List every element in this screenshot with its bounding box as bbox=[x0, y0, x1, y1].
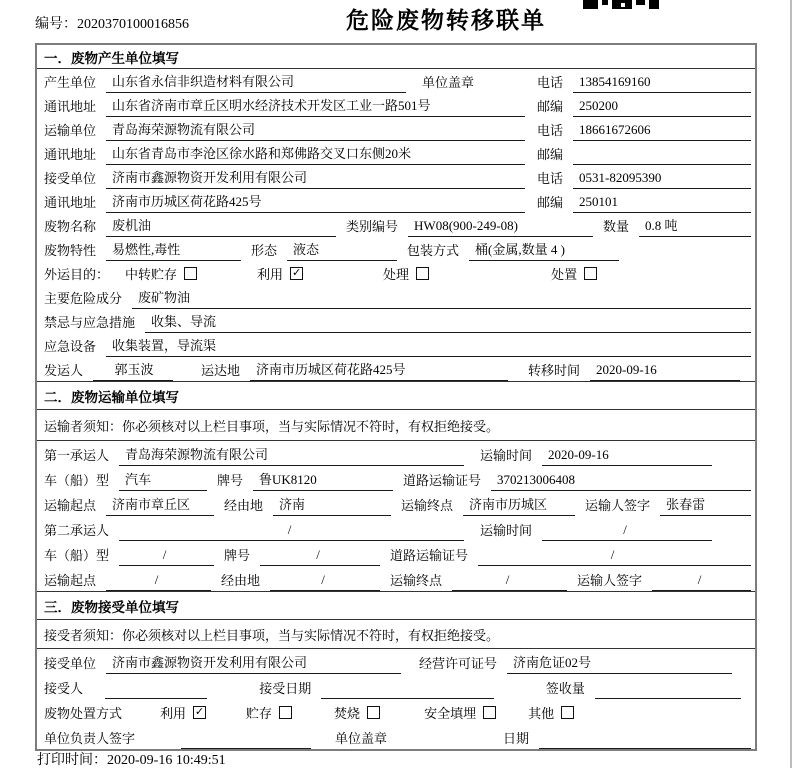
carrier-sign-label: 运输人签字 bbox=[585, 498, 651, 513]
destination-value: 济南市历城区荷花路425号 bbox=[250, 359, 508, 381]
responsible-sign-label: 单位负责人签字 bbox=[44, 731, 136, 746]
checkbox-icon bbox=[290, 267, 303, 280]
road-permit-value-2: / bbox=[478, 547, 751, 566]
packaging-value: 桶(金属,数量 4 ) bbox=[469, 239, 619, 261]
address-label: 通讯地址 bbox=[44, 99, 97, 114]
checkbox-label: 焚烧 bbox=[334, 706, 361, 721]
via-label: 经由地 bbox=[224, 498, 264, 513]
origin-value: 济南市章丘区 bbox=[106, 494, 214, 516]
checkbox-icon bbox=[483, 706, 496, 719]
accept-unit-value: 济南市鑫源物资开发利用有限公司 bbox=[106, 652, 401, 674]
origin-value-2: / bbox=[106, 572, 211, 591]
waste-name-value: 废机油 bbox=[106, 215, 336, 237]
plate-label: 牌号 bbox=[224, 548, 251, 563]
checkbox-store bbox=[246, 703, 292, 724]
seal-label: 单位盖章 bbox=[422, 75, 475, 90]
producer-phone-value: 13854169160 bbox=[573, 74, 751, 93]
destination-label: 运达地 bbox=[201, 363, 241, 378]
category-code-value: HW08(900-249-08) bbox=[408, 218, 593, 237]
producer-zip-value: 250200 bbox=[573, 98, 751, 117]
license-value: 济南危证02号 bbox=[507, 652, 732, 674]
receiver-value: 济南市鑫源物资开发利用有限公司 bbox=[106, 167, 525, 189]
producer-label: 产生单位 bbox=[44, 75, 97, 90]
date-value bbox=[539, 746, 751, 749]
address-label: 通讯地址 bbox=[44, 195, 97, 210]
transport-time-label: 运输时间 bbox=[480, 448, 533, 463]
row-route-1 bbox=[37, 491, 755, 516]
checkbox-icon bbox=[279, 706, 292, 719]
receiver-address-value: 济南市历城区荷花路425号 bbox=[106, 191, 525, 213]
via-value-2: / bbox=[270, 572, 380, 591]
row-second-carrier bbox=[37, 516, 755, 541]
accept-date-value bbox=[321, 696, 494, 699]
serial-label: 编号： bbox=[35, 17, 77, 32]
road-permit-value: 370213006408 bbox=[491, 472, 751, 491]
hazard-label: 主要危险成分 bbox=[44, 291, 123, 306]
equipment-value: 收集装置，导流渠 bbox=[106, 335, 751, 357]
equipment-label: 应急设备 bbox=[44, 339, 97, 354]
via-value: 济南 bbox=[273, 494, 391, 516]
row-producer-address bbox=[37, 93, 755, 117]
origin-label: 运输起点 bbox=[44, 498, 97, 513]
print-time-label: 打印时间： bbox=[37, 753, 107, 768]
page-header bbox=[0, 0, 796, 43]
qr-code-fragment-icon bbox=[583, 0, 659, 11]
waste-traits-value: 易燃性,毒性 bbox=[106, 239, 241, 261]
receiver-label: 接受单位 bbox=[44, 171, 97, 186]
transfer-time-value: 2020-09-16 bbox=[590, 362, 740, 381]
row-producer bbox=[37, 69, 755, 93]
checkbox-label: 处理 bbox=[383, 267, 410, 282]
road-permit-label: 道路运输证号 bbox=[390, 548, 469, 563]
origin-label: 运输起点 bbox=[44, 573, 97, 588]
transporter-value: 青岛海荣源物流有限公司 bbox=[106, 119, 525, 141]
producer-value: 山东省永信非织造材料有限公司 bbox=[106, 71, 406, 93]
section2-notice: 运输者须知：你必须核对以上栏目事项，当与实际情况不符时，有权拒绝接受。 bbox=[37, 410, 755, 441]
section1-title: 一．废物产生单位填写 bbox=[37, 45, 755, 69]
receipt-qty-label: 签收量 bbox=[545, 681, 585, 696]
category-code-label: 类别编号 bbox=[346, 219, 399, 234]
phone-label: 电话 bbox=[536, 75, 563, 90]
taboo-value: 收集、导流 bbox=[145, 311, 751, 333]
hazard-value: 废矿物油 bbox=[132, 287, 751, 309]
transport-time-value: 2020-09-16 bbox=[542, 447, 712, 466]
row-transporter-address bbox=[37, 141, 755, 165]
vehicle-type-value: 汽车 bbox=[119, 469, 207, 491]
purpose-label: 外运目的： bbox=[44, 267, 110, 282]
vehicle-type-value-2: / bbox=[119, 547, 214, 566]
vehicle-type-label: 车（船）型 bbox=[44, 473, 110, 488]
receiver-phone-value: 0531-82095390 bbox=[573, 170, 751, 189]
zip-label: 邮编 bbox=[536, 147, 563, 162]
road-permit-label: 道路运输证号 bbox=[403, 473, 482, 488]
row-first-carrier bbox=[37, 441, 755, 466]
checkbox-icon bbox=[367, 706, 380, 719]
acceptor-label: 接受人 bbox=[44, 681, 84, 696]
print-time-value: 2020-09-16 10:49:51 bbox=[107, 753, 226, 768]
date-label: 日期 bbox=[503, 731, 530, 746]
plate-value-2: / bbox=[260, 547, 380, 566]
row-transfer-purpose bbox=[37, 261, 755, 285]
serial-value: 2020370100016856 bbox=[77, 17, 189, 32]
form-label: 形态 bbox=[251, 243, 278, 258]
second-carrier-label: 第二承运人 bbox=[44, 523, 110, 538]
carrier-sign-value-2: / bbox=[652, 572, 751, 591]
zip-label: 邮编 bbox=[536, 99, 563, 114]
receiver-zip-value: 250101 bbox=[573, 194, 751, 213]
vehicle-type-label: 车（船）型 bbox=[44, 548, 110, 563]
checkbox-transfer-storage bbox=[125, 264, 197, 285]
endpoint-value: 济南市历城区 bbox=[463, 494, 575, 516]
checkbox-label: 利用 bbox=[160, 706, 187, 721]
row-transporter bbox=[37, 117, 755, 141]
checkbox-other bbox=[528, 703, 574, 724]
section2-title: 二．废物运输单位填写 bbox=[37, 381, 755, 410]
row-dispatch bbox=[37, 357, 755, 381]
checkbox-icon bbox=[193, 706, 206, 719]
transport-time-value-2: / bbox=[542, 522, 712, 541]
row-hazard-components bbox=[37, 285, 755, 309]
row-vehicle-1 bbox=[37, 466, 755, 491]
checkbox-label: 利用 bbox=[257, 267, 284, 282]
phone-label: 电话 bbox=[536, 123, 563, 138]
checkbox-utilize bbox=[257, 264, 303, 285]
quantity-value: 0.8 吨 bbox=[639, 215, 751, 237]
accept-unit-label: 接受单位 bbox=[44, 656, 97, 671]
address-label: 通讯地址 bbox=[44, 147, 97, 162]
transporter-zip-value bbox=[573, 162, 751, 165]
waste-traits-label: 废物特性 bbox=[44, 243, 97, 258]
endpoint-label: 运输终点 bbox=[401, 498, 454, 513]
receipt-qty-value bbox=[595, 696, 741, 699]
manifest-form bbox=[35, 43, 757, 751]
page-edge-divider bbox=[790, 0, 792, 768]
transfer-time-label: 转移时间 bbox=[528, 363, 581, 378]
waste-name-label: 废物名称 bbox=[44, 219, 97, 234]
dispatcher-label: 发运人 bbox=[44, 363, 84, 378]
second-carrier-value: / bbox=[119, 522, 464, 541]
checkbox-label: 中转贮存 bbox=[125, 267, 178, 282]
checkbox-incinerate bbox=[334, 703, 380, 724]
endpoint-value-2: / bbox=[452, 572, 567, 591]
page-title: 危险废物转移联单 bbox=[346, 8, 546, 33]
license-label: 经营许可证号 bbox=[419, 656, 498, 671]
checkbox-dispose bbox=[551, 264, 597, 285]
row-acceptor bbox=[37, 674, 755, 699]
endpoint-label: 运输终点 bbox=[390, 573, 443, 588]
row-waste-traits bbox=[37, 237, 755, 261]
accept-date-label: 接受日期 bbox=[259, 681, 312, 696]
row-disposal-method bbox=[37, 699, 755, 724]
plate-value: 鲁UK8120 bbox=[253, 469, 393, 491]
quantity-label: 数量 bbox=[603, 219, 630, 234]
unit-seal-label: 单位盖章 bbox=[335, 731, 388, 746]
row-vehicle-2 bbox=[37, 541, 755, 566]
via-label: 经由地 bbox=[221, 573, 261, 588]
transporter-label: 运输单位 bbox=[44, 123, 97, 138]
row-taboo-measures bbox=[37, 309, 755, 333]
carrier-sign-label: 运输人签字 bbox=[577, 573, 643, 588]
checkbox-landfill bbox=[424, 703, 496, 724]
transporter-phone-value: 18661672606 bbox=[573, 122, 751, 141]
checkbox-icon bbox=[561, 706, 574, 719]
checkbox-label: 处置 bbox=[551, 267, 578, 282]
checkbox-label: 安全填埋 bbox=[424, 706, 477, 721]
row-waste-name bbox=[37, 213, 755, 237]
first-carrier-value: 青岛海荣源物流有限公司 bbox=[119, 444, 464, 466]
row-receiver-address bbox=[37, 189, 755, 213]
zip-label: 邮编 bbox=[536, 195, 563, 210]
carrier-sign-value: 张春雷 bbox=[660, 494, 751, 516]
print-time bbox=[37, 749, 226, 768]
packaging-label: 包装方式 bbox=[407, 243, 460, 258]
phone-label: 电话 bbox=[536, 171, 563, 186]
row-route-2 bbox=[37, 566, 755, 591]
checkbox-icon bbox=[584, 267, 597, 280]
transporter-address-value: 山东省青岛市李沧区徐水路和郑佛路交叉口东侧20米 bbox=[106, 143, 525, 165]
section3-notice: 接受者须知：你必须核对以上栏目事项，当与实际情况不符时，有权拒绝接受。 bbox=[37, 620, 755, 649]
row-emergency-equipment bbox=[37, 333, 755, 357]
checkbox-icon bbox=[416, 267, 429, 280]
dispatcher-value: 郭玉波 bbox=[93, 359, 173, 381]
form-value: 液态 bbox=[287, 239, 397, 261]
checkbox-icon bbox=[184, 267, 197, 280]
checkbox-treat bbox=[383, 264, 429, 285]
section3-title: 三．废物接受单位填写 bbox=[37, 591, 755, 620]
transport-time-label: 运输时间 bbox=[480, 523, 533, 538]
producer-address-value: 山东省济南市章丘区明水经济技术开发区工业一路501号 bbox=[106, 95, 525, 117]
disposal-method-label: 废物处置方式 bbox=[44, 706, 123, 721]
checkbox-label: 其他 bbox=[528, 706, 555, 721]
row-receiver bbox=[37, 165, 755, 189]
plate-label: 牌号 bbox=[217, 473, 244, 488]
acceptor-value bbox=[105, 696, 207, 699]
checkbox-label: 贮存 bbox=[246, 706, 273, 721]
first-carrier-label: 第一承运人 bbox=[44, 448, 110, 463]
row-accept-unit bbox=[37, 649, 755, 674]
taboo-label: 禁忌与应急措施 bbox=[44, 315, 136, 330]
row-responsible-sign bbox=[37, 724, 755, 749]
checkbox-utilize-2 bbox=[160, 703, 206, 724]
